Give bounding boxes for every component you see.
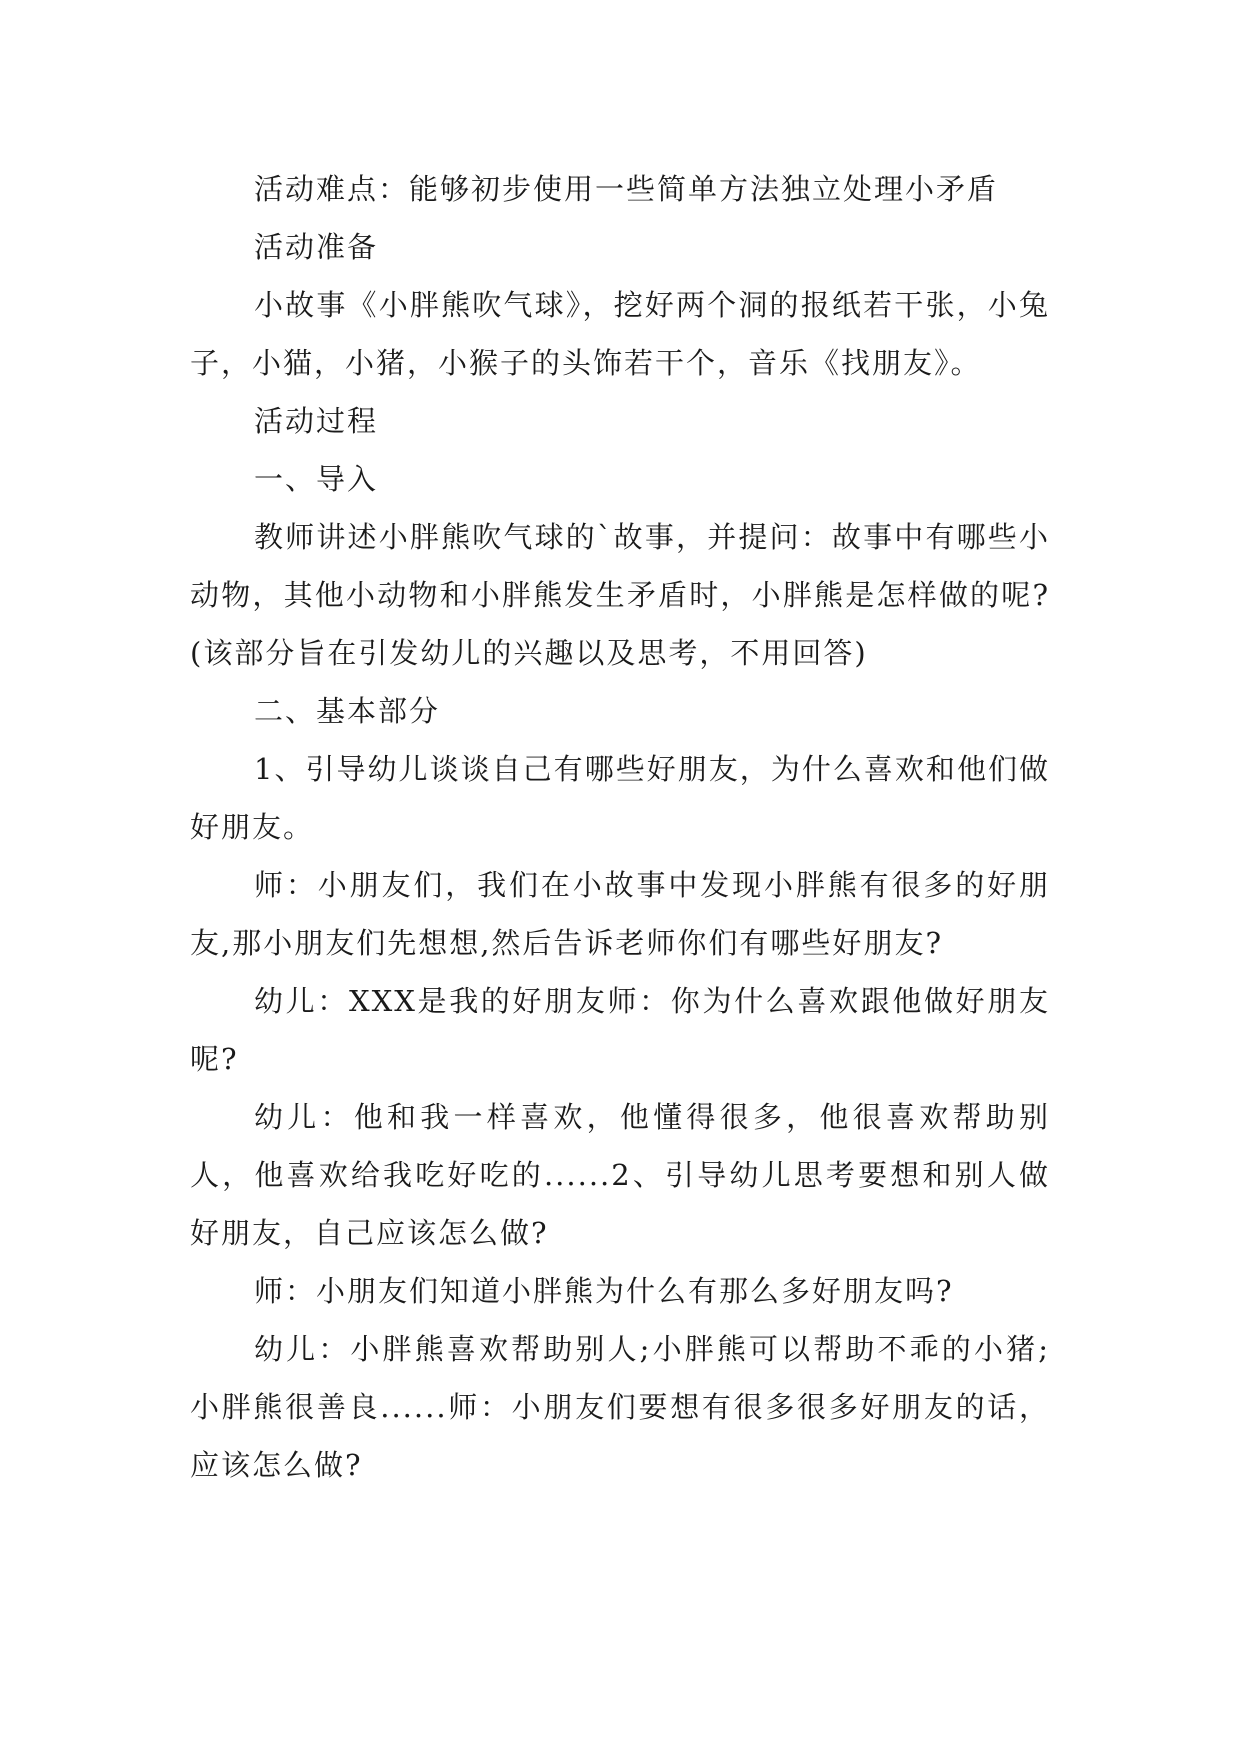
paragraph-teacher-question-2: 师：小朋友们知道小胖熊为什么有那么多好朋友吗?: [254, 1274, 954, 1308]
heading-activity-process: 活动过程: [254, 404, 379, 438]
paragraph-activity-difficulty: 活动难点：能够初步使用一些简单方法独立处理小矛盾: [254, 172, 999, 206]
heading-activity-preparation: 活动准备: [254, 230, 379, 264]
paragraph-step-one: 1、引导幼儿谈谈自己有哪些好朋友，为什么喜欢和他们做好朋友。: [190, 752, 1050, 844]
paragraph-teacher-question-1: 师：小朋友们，我们在小故事中发现小胖熊有很多的好朋友,那小朋友们先想想,然后告诉老师你们有哪些好朋友?: [190, 868, 1050, 960]
heading-basic-part: 二、基本部分: [254, 694, 441, 728]
paragraph-child-answer-3: 幼儿：小胖熊喜欢帮助别人;小胖熊可以帮助不乖的小猪;小胖熊很善良......师：小朋友们要想有很多很多好朋友的话，应该怎么做?: [190, 1332, 1050, 1482]
paragraph-child-answer-2: 幼儿：他和我一样喜欢，他懂得很多，他很喜欢帮助别人，他喜欢给我吃好吃的......2、引导幼儿思考要想和别人做好朋友，自己应该怎么做?: [190, 1100, 1050, 1250]
paragraph-teacher-story: 教师讲述小胖熊吹气球的`故事，并提问：故事中有哪些小动物，其他小动物和小胖熊发生矛盾时，小胖熊是怎样做的呢?(该部分旨在引发幼儿的兴趣以及思考，不用回答): [190, 520, 1050, 670]
heading-introduction: 一、导入: [254, 462, 379, 496]
paragraph-child-answer-1: 幼儿：XXX是我的好朋友师：你为什么喜欢跟他做好朋友呢?: [190, 984, 1050, 1076]
document-body: [190, 160, 1050, 1494]
paragraph-preparation-materials: 小故事《小胖熊吹气球》，挖好两个洞的报纸若干张，小兔子，小猫，小猪，小猴子的头饰若干个，音乐《找朋友》。: [190, 288, 1050, 380]
